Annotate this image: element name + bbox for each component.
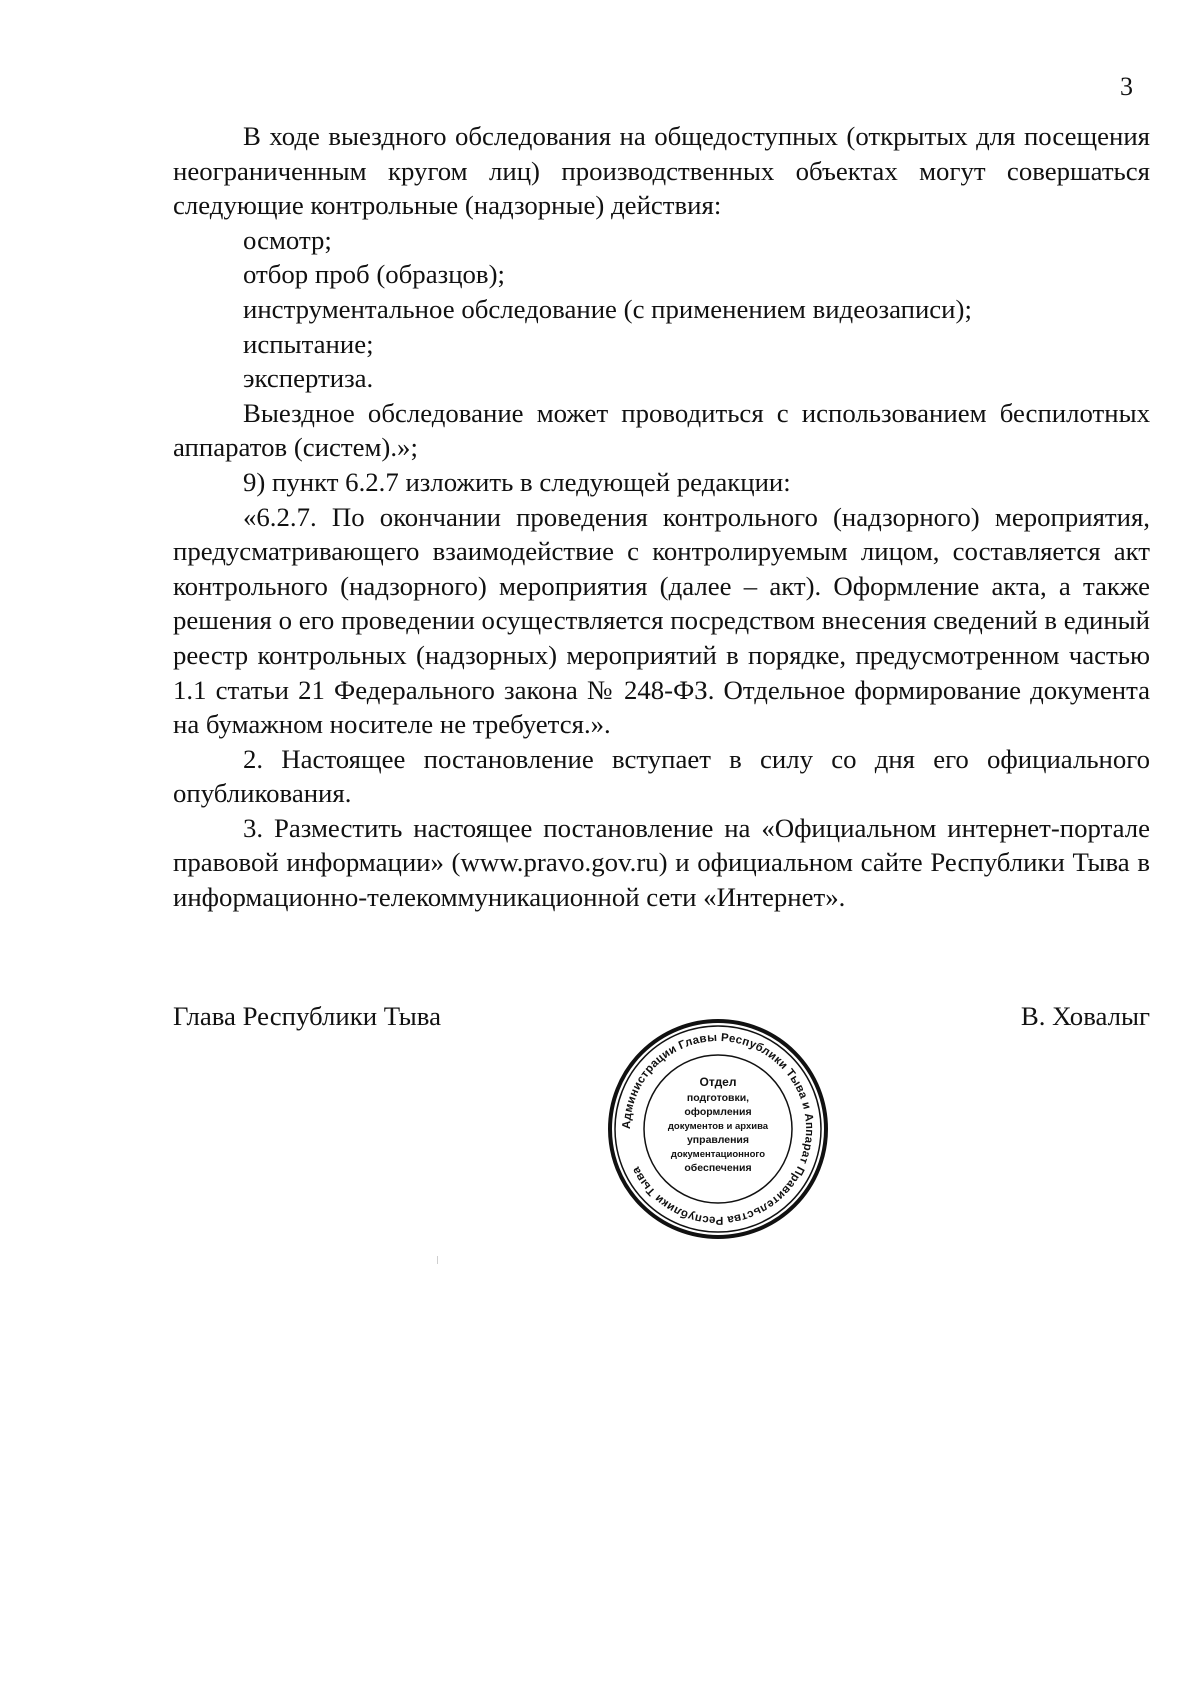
paragraph-item-9: 9) пункт 6.2.7 изложить в следующей редакции: — [243, 466, 791, 497]
seal-line: оформления — [684, 1106, 752, 1118]
list-item-sampling: отбор проб (образцов); — [243, 259, 505, 290]
seal-line: управления — [686, 1134, 750, 1146]
seal-line: документов и архива — [667, 1121, 769, 1132]
paragraph-inspection-actions: В ходе выездного обследования на общедоступных (открытых для посещения неограниченным кругом лиц) производственных объектах могут совершаться следующие контрольные (надзорные) действия: — [173, 121, 1150, 221]
seal-line: обеспечения — [684, 1162, 752, 1174]
seal-ring-text: Администрации Главы Республики Тыва и Аппарат Правительства Республики Тыва — [620, 1031, 816, 1227]
seal-line: подготовки, — [686, 1092, 750, 1104]
paragraph-entry-into-force: 2. Настоящее постановление вступает в силу со дня его официального опубликования. — [173, 743, 1150, 809]
list-item-inspection: осмотр; — [243, 224, 332, 255]
scan-mark — [437, 1256, 438, 1264]
list-item-expertise: экспертиза. — [243, 363, 374, 394]
paragraph-unmanned-devices: Выездное обследование может проводиться с использованием беспилотных аппаратов (систем).»; — [173, 397, 1150, 463]
paragraph-6-2-7: «6.2.7. По окончании проведения контрольного (надзорного) мероприятия, предусматривающего взаимодействие с контролируемым лицом, составляется акт контрольного (надзорного) мероприятия (далее – акт). Оформление акта, а также решения о его проведении осуществляется посредством внесения сведений в единый реестр контрольных (надзорных) мероприятий в порядке, предусмотренном частью 1.1 статьи 21 Федерального закона № 248-ФЗ. Отдельное формирование документа на бумажном носителе не требуется.». — [173, 501, 1150, 740]
seal-line: Отдел — [699, 1075, 737, 1089]
page-number: 3 — [1120, 72, 1133, 101]
official-seal — [607, 1018, 829, 1240]
list-item-instrumental-survey: инструментальное обследование (с применением видеозаписи); — [243, 293, 972, 324]
paragraph-publication: 3. Разместить настоящее постановление на «Официальном интернет-портале правовой информации» (www.pravo.gov.ru) и официальном сайте Республики Тыва в информационно-телекоммуникационной сети «Интернет». — [173, 812, 1150, 913]
document-body — [173, 119, 1150, 915]
signatory-position: Глава Республики Тыва — [173, 1001, 441, 1031]
list-item-testing: испытание; — [243, 328, 374, 359]
signatory-name: В. Ховалыг — [1020, 1001, 1150, 1031]
seal-line: документационного — [670, 1149, 766, 1160]
